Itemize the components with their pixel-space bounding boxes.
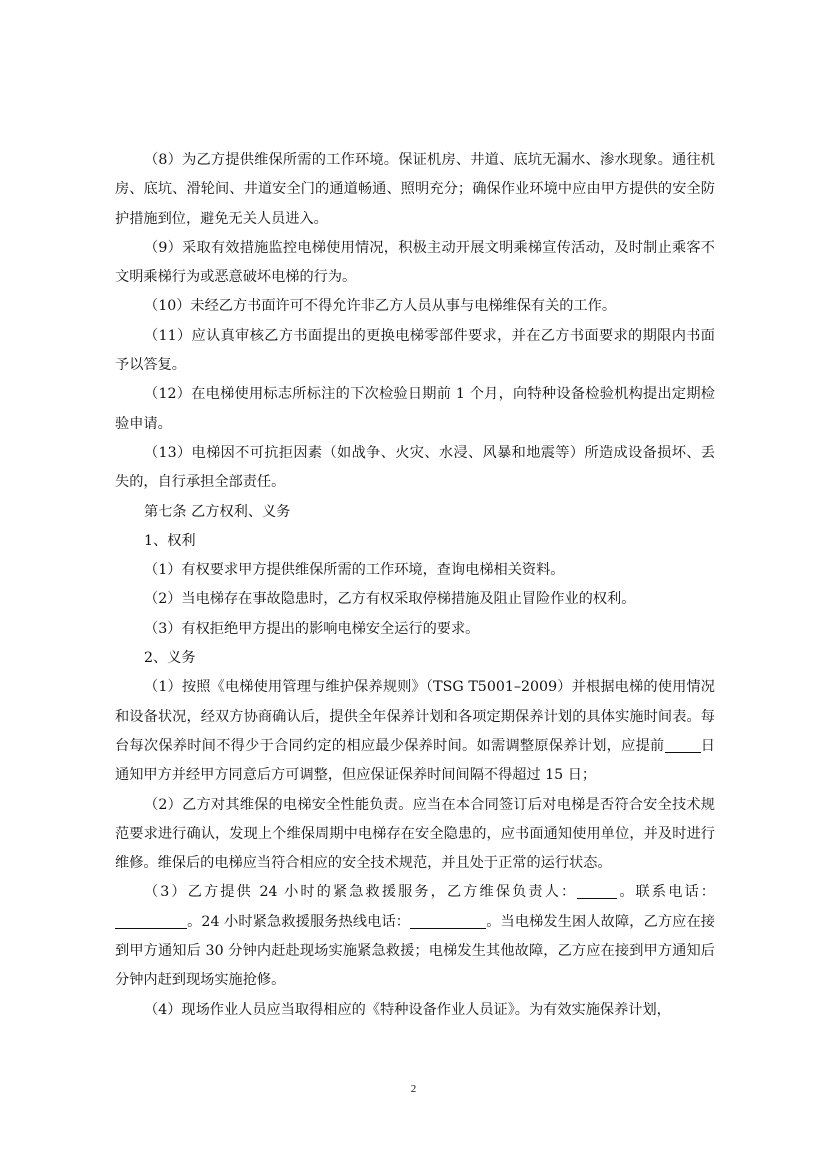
paragraph-8: （8）为乙方提供维保所需的工作环境。保证机房、井道、底坑无漏水、渗水现象。通往机房、底坑、滑轮间、井道安全门的通道畅通、照明充分；确保作业环境中应由甲方提供的安全防护措施到位，避免无关人员进入。 <box>115 152 715 227</box>
page-number: 2 <box>410 1083 417 1095</box>
phone-blank <box>115 914 187 929</box>
document-body <box>115 146 715 1025</box>
right-3: （3）有权拒绝甲方提出的影响电梯安全运行的要求。 <box>144 620 480 637</box>
paragraph-13: （13）电梯因不可抗拒因素（如战争、火灾、水浸、风暴和地震等）所造成设备损坏、丢失的，自行承担全部责任。 <box>115 444 715 491</box>
right-1: （1）有权要求甲方提供维保所需的工作环境，查询电梯相关资料。 <box>144 562 565 579</box>
duty-3 <box>115 878 715 995</box>
duty-1 <box>115 673 715 790</box>
days-blank <box>665 738 701 753</box>
duty-1-text-a: （1）按照《电梯使用管理与维护保养规则》（TSG T5001–2009）并根据电梯的使用情况和设备状况，经双方协商确认后，提供全年保养计划和各项定期保养计划的具体实施时间表。每台每次保养时间不得少于合同约定的相应最少保养时间。如需调整原保养计划，应提前 <box>115 679 715 754</box>
paragraph-10: （10）未经乙方书面许可不得允许非乙方人员从事与电梯维保有关的工作。 <box>144 298 617 315</box>
article-7-heading: 第七条 乙方权利、义务 <box>144 503 291 520</box>
rights-heading: 1、权利 <box>144 532 196 549</box>
paragraph-12: （12）在电梯使用标志所标注的下次检验日期前 1 个月，向特种设备检验机构提出定期检验申请。 <box>115 386 715 432</box>
hotline-blank <box>410 914 486 929</box>
paragraph-11: （11）应认真审核乙方书面提出的更换电梯零部件要求，并在乙方书面要求的期限内书面予以答复。 <box>115 327 715 374</box>
duty-3-text-d: 。当电梯发生困人故障，乙方应在接到甲方通知后 30 分钟内赶赴现场实施紧急救援；电梯发生其他故障，乙方应在接到甲方通知后 <box>115 913 715 960</box>
duty-3-text-b: 。联系电话： <box>617 884 715 901</box>
duty-3-text-e: 分钟内赶到现场实施抢修。 <box>115 972 286 989</box>
duty-3-text-c: 。24 小时紧急救援服务热线电话： <box>187 913 411 930</box>
duty-4: （4）现场作业人员应当取得相应的《特种设备作业人员证》。为有效实施保养计划， <box>144 1001 671 1018</box>
right-2: （2）当电梯存在事故隐患时，乙方有权采取停梯措施及阻止冒险作业的权利。 <box>144 591 636 608</box>
duties-heading: 2、义务 <box>144 650 196 667</box>
duty-1-text-b: 日通知甲方并经甲方同意后方可调整，但应保证保养时间间隔不得超过 15 日； <box>115 737 715 784</box>
paragraph-9: （9）采取有效措施监控电梯使用情况，积极主动开展文明乘梯宣传活动，及时制止乘客不文明乘梯行为或恶意破坏电梯的行为。 <box>115 239 715 286</box>
manager-blank <box>577 884 617 899</box>
duty-2: （2）乙方对其维保的电梯安全性能负责。应当在本合同签订后对电梯是否符合安全技术规范要求进行确认，发现上个维保周期中电梯存在安全隐患的，应书面通知使用单位，并及时进行维修。维保后的电梯应当符合相应的安全技术规范，并且处于正常的运行状态。 <box>115 796 715 872</box>
duty-3-text-a: （3）乙方提供 24 小时的紧急救援服务，乙方维保负责人： <box>144 884 578 901</box>
